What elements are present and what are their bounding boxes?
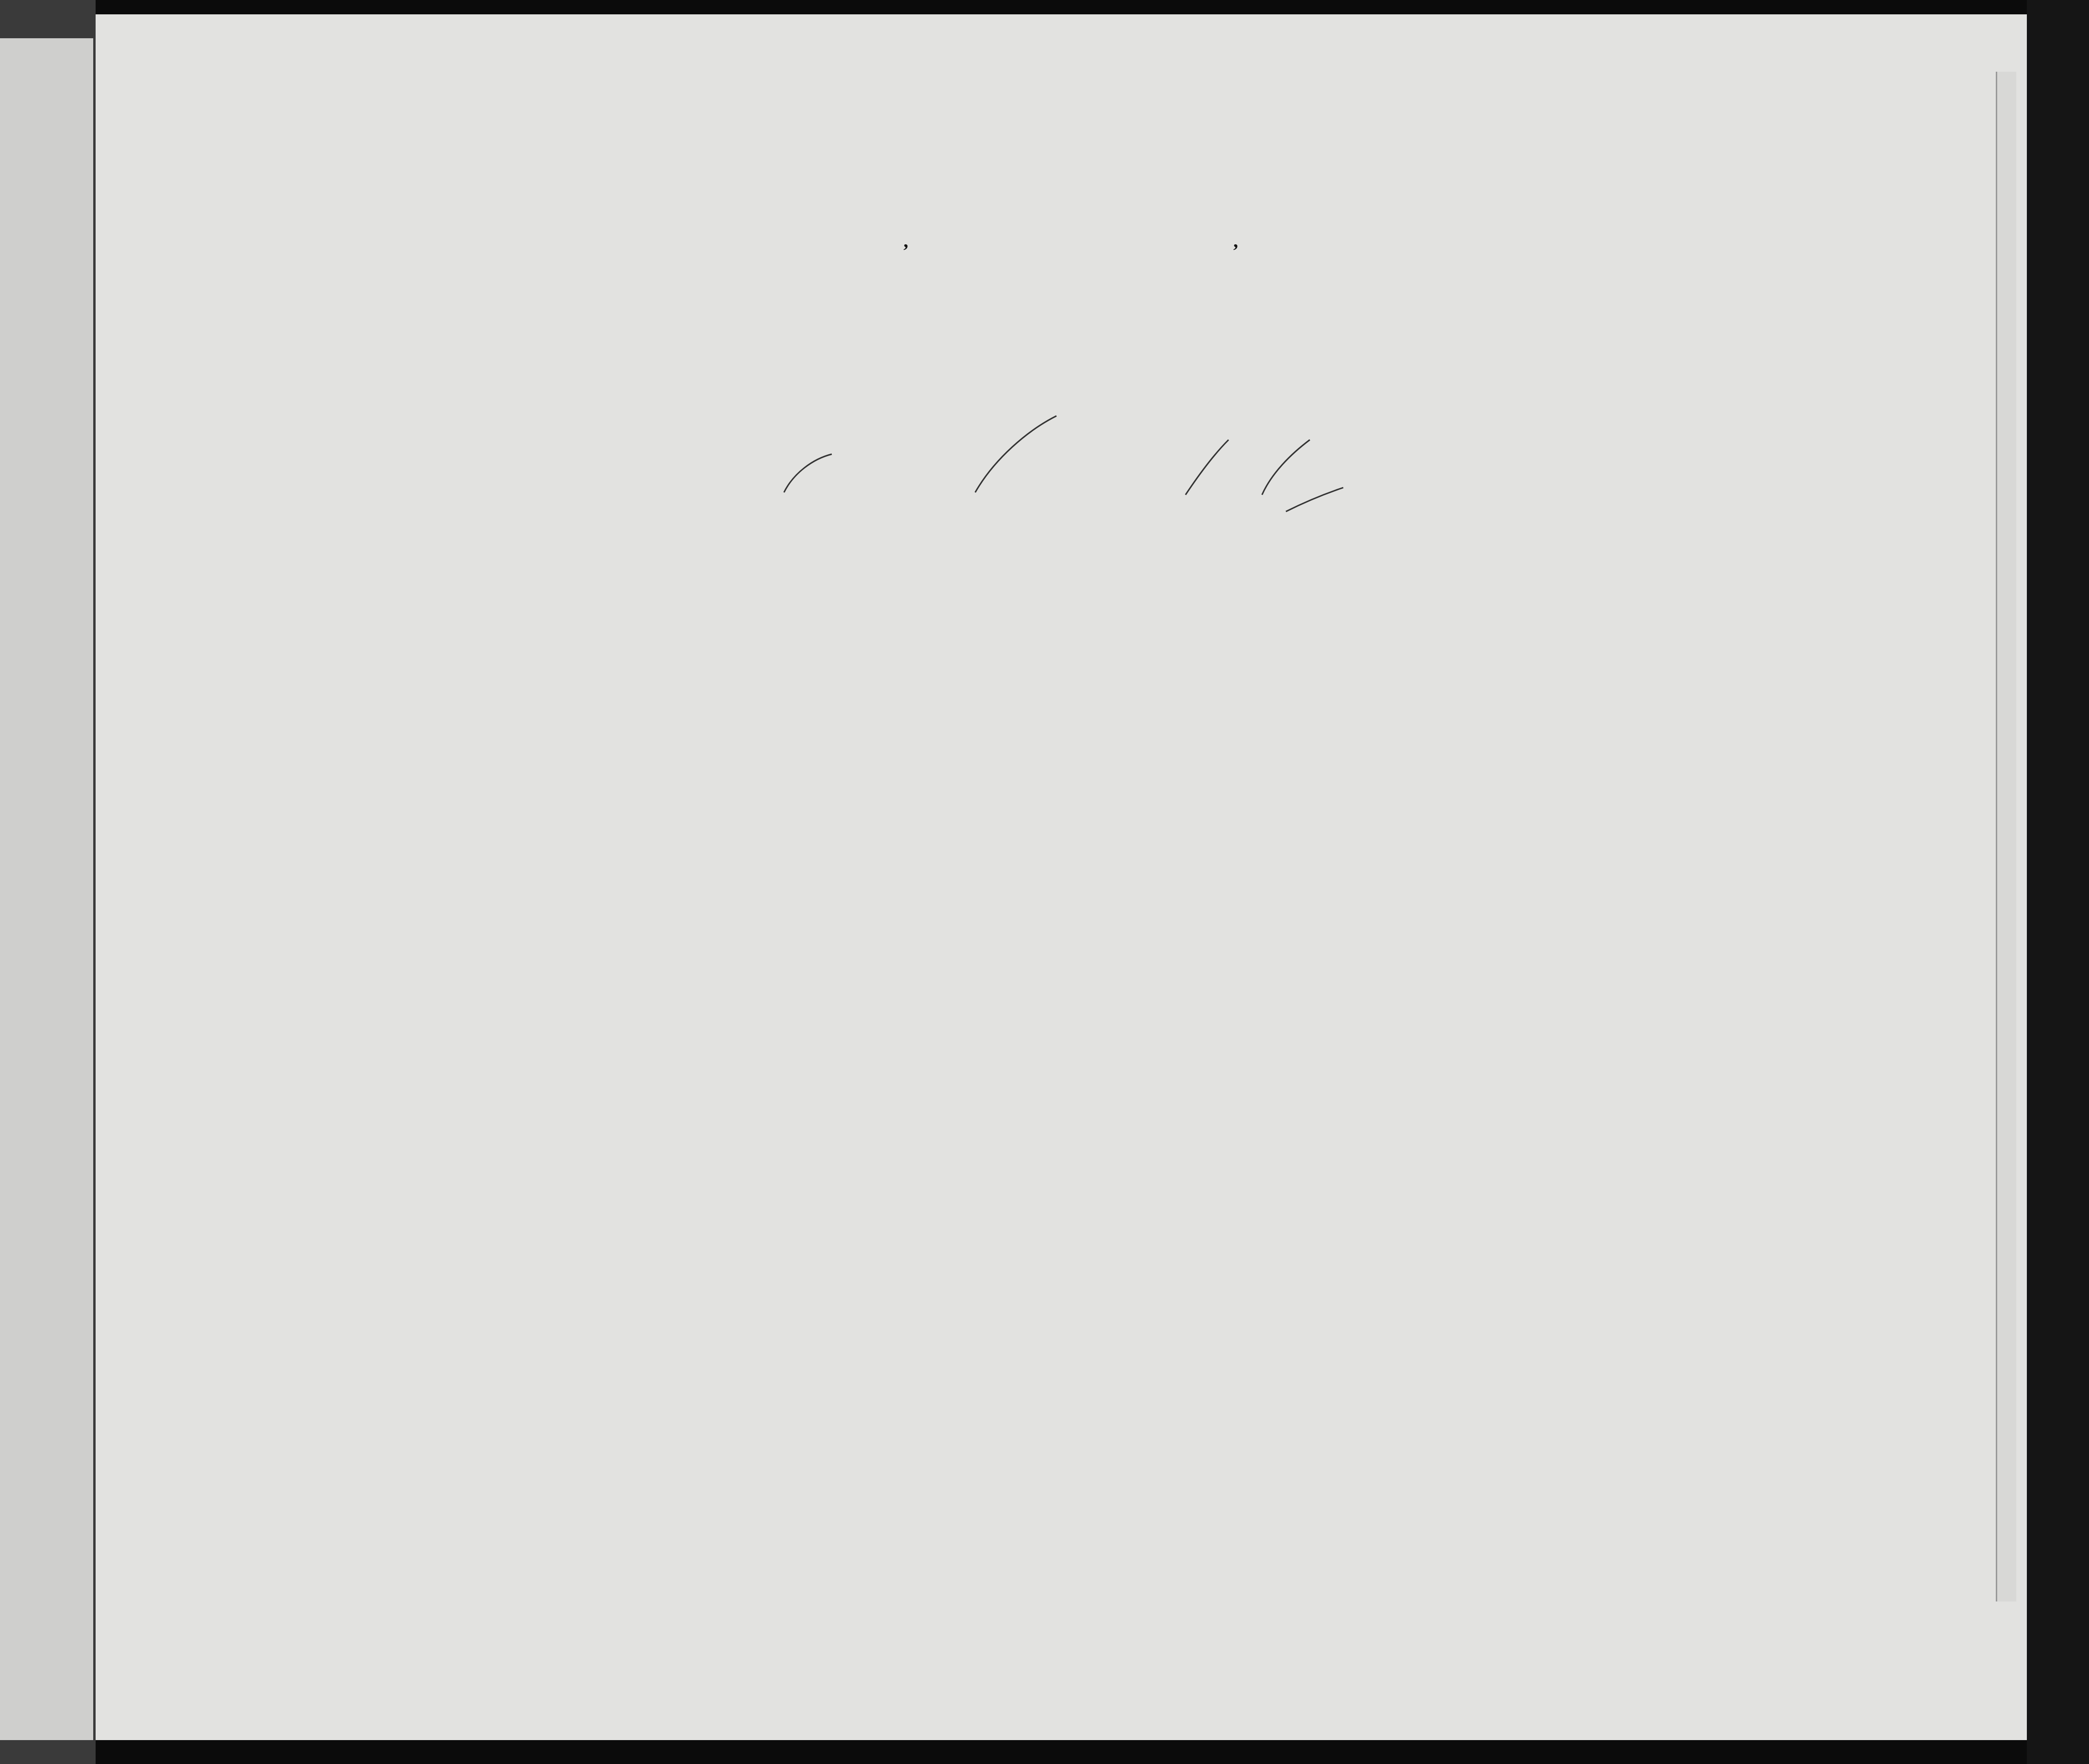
comma: , (1233, 230, 1238, 251)
comma: , (903, 230, 908, 251)
